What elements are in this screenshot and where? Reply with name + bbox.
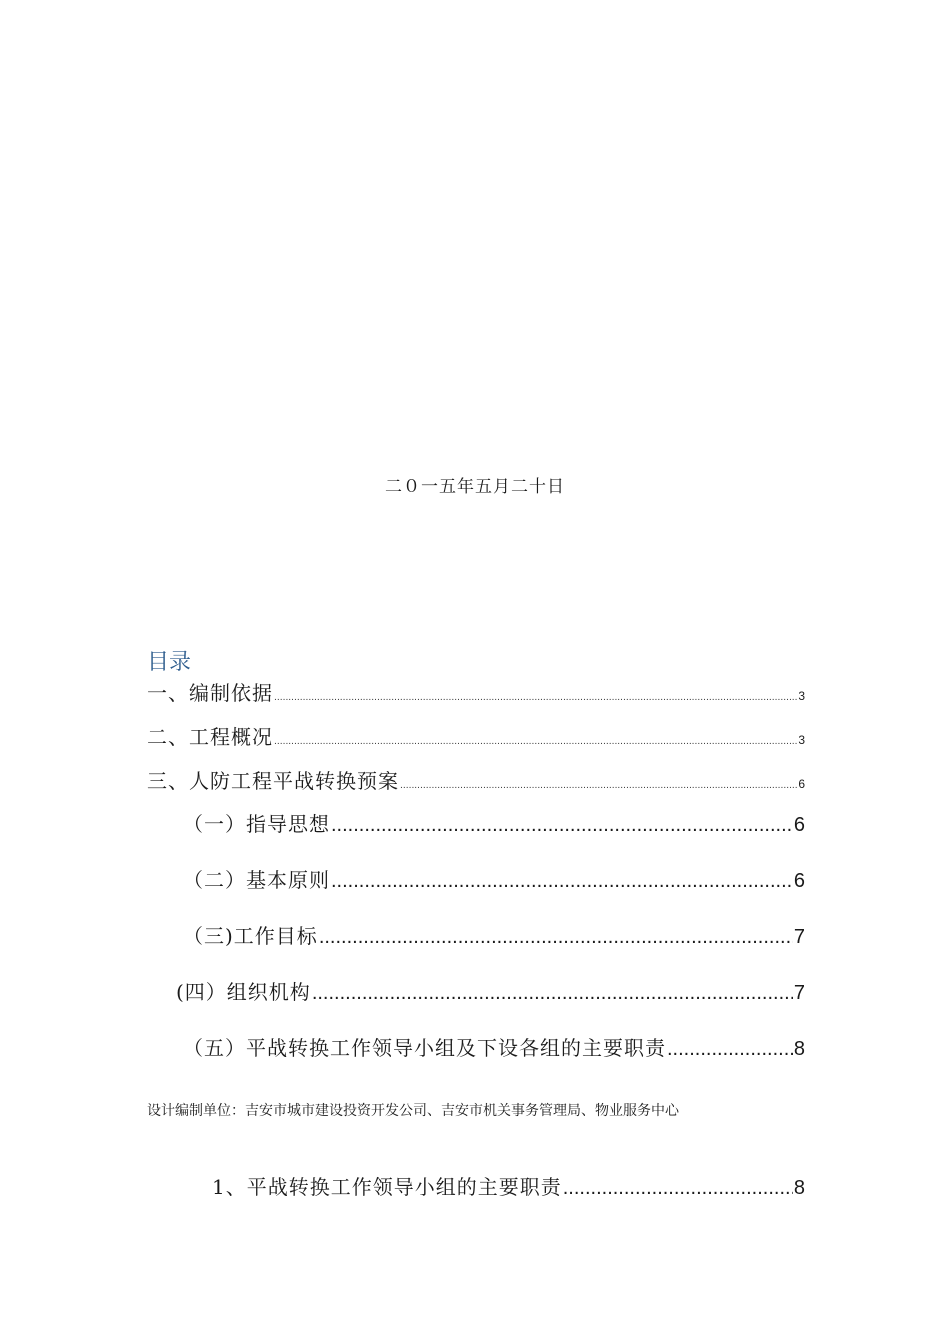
toc-entry-basic-principles[interactable] bbox=[183, 864, 805, 893]
toc-entry-conversion-plan[interactable] bbox=[147, 765, 805, 794]
toc-entry-organization[interactable] bbox=[176, 976, 805, 1005]
toc-entry-group-duties[interactable] bbox=[183, 1032, 805, 1061]
toc-entry-label: 二、工程概况 bbox=[147, 725, 273, 749]
toc-leader-dots bbox=[312, 982, 793, 1005]
toc-entry-guiding-thought[interactable] bbox=[183, 808, 805, 837]
toc-leader-dots bbox=[319, 926, 793, 949]
toc-entry-basis[interactable] bbox=[147, 677, 805, 706]
design-unit: 设计编制单位：吉安市城市建设投资开发公司、吉安市机关事务管理局、物业服务中心 bbox=[147, 1103, 679, 1119]
toc-entry-leading-group-duties[interactable] bbox=[212, 1171, 805, 1200]
toc-entry-label: （一）指导思想 bbox=[183, 812, 330, 836]
toc-entry-page: 6 bbox=[798, 777, 805, 791]
toc-entry-overview[interactable] bbox=[147, 721, 805, 750]
toc-leader-dots bbox=[400, 781, 797, 791]
toc-leader-dots bbox=[274, 693, 797, 703]
toc-entry-page: 6 bbox=[793, 814, 805, 836]
toc-entry-label: 三、人防工程平战转换预案 bbox=[147, 769, 399, 793]
toc-leader-dots bbox=[563, 1177, 793, 1200]
toc-entry-page: 8 bbox=[793, 1038, 805, 1060]
toc-entry-label: (四）组织机构 bbox=[176, 980, 311, 1004]
toc-leader-dots bbox=[331, 814, 793, 837]
toc-entry-page: 3 bbox=[798, 733, 805, 747]
toc-entry-label: 一、编制依据 bbox=[147, 681, 273, 705]
toc-entry-page: 6 bbox=[793, 870, 805, 892]
toc-entry-work-goals[interactable] bbox=[183, 920, 805, 949]
toc-leader-dots bbox=[331, 870, 793, 893]
toc-entry-label: （二）基本原则 bbox=[183, 868, 330, 892]
toc-title: 目录 bbox=[147, 650, 192, 675]
toc-entry-label: 1、平战转换工作领导小组的主要职责 bbox=[212, 1175, 562, 1199]
toc-entry-page: 7 bbox=[793, 926, 805, 948]
toc-entry-label: （五）平战转换工作领导小组及下设各组的主要职责 bbox=[183, 1036, 666, 1060]
toc-leader-dots bbox=[274, 737, 797, 747]
document-date: 二０一五年五月二十日 bbox=[385, 477, 565, 497]
toc-entry-page: 8 bbox=[793, 1177, 805, 1199]
toc-entry-page: 3 bbox=[798, 689, 805, 703]
toc-entry-label: （三)工作目标 bbox=[183, 924, 318, 948]
toc-entry-page: 7 bbox=[793, 982, 805, 1004]
toc-leader-dots bbox=[667, 1038, 793, 1061]
